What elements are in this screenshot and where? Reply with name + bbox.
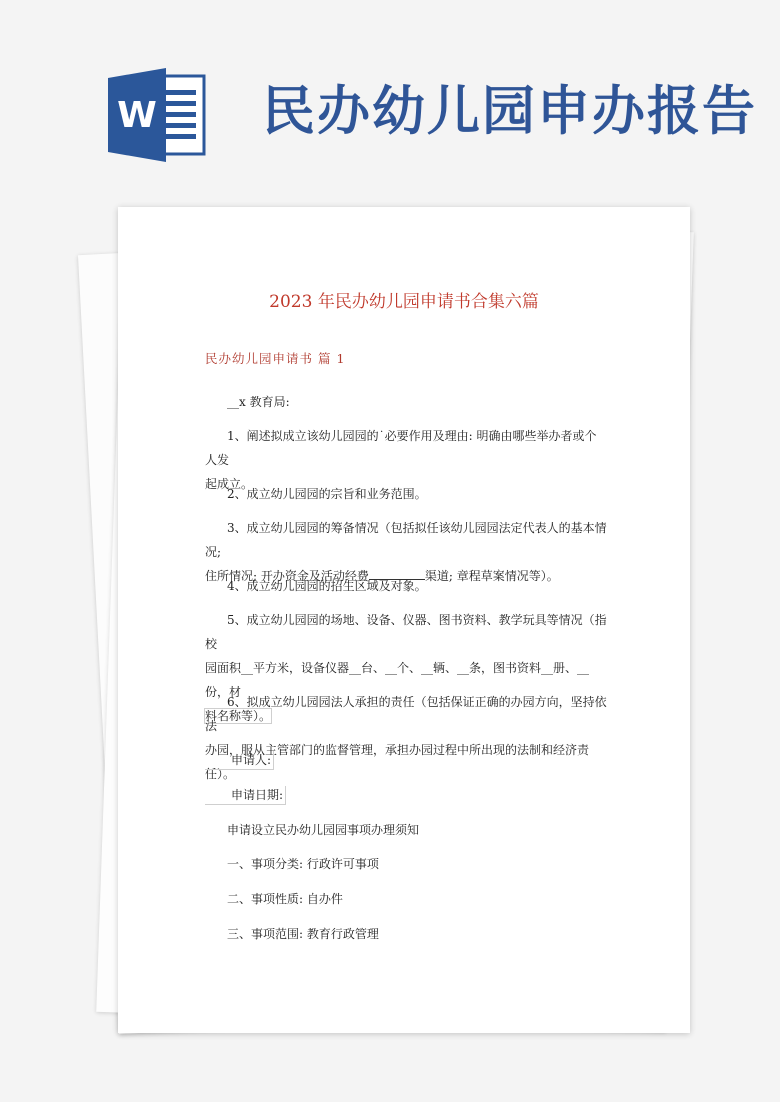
date-line — [205, 786, 286, 805]
document-title: 2023 年民办幼儿园申请书合集六篇 — [269, 292, 539, 312]
banner-title: 民办幼儿园申办报告 — [262, 81, 757, 142]
addressee: __x 教育局: — [227, 395, 290, 409]
document-page — [118, 207, 690, 1033]
notice-item-3-text: 三、事项范围: 教育行政管理 — [227, 927, 379, 941]
notice-item-2 — [205, 887, 607, 911]
item-6-text-cont: 办园，服从主管部门的监督管理，承担办园过程中所出现的法制和经济责任）。 — [205, 743, 590, 781]
notice-title-text: 申请设立民办幼儿园园事项办理须知 — [227, 823, 420, 837]
item-3-text: 3、成立幼儿园园的筹备情况（包括拟任该幼儿园园法定代表人的基本情况; — [205, 521, 607, 559]
item-2-text: 2、成立幼儿园园的宗旨和业务范围。 — [227, 487, 427, 501]
notice-title — [205, 818, 607, 842]
notice-item-3 — [205, 922, 607, 946]
item-5-text: 5、成立幼儿园园的场地、设备、仪器、图书资料、教学玩具等情况（指校 — [205, 613, 607, 651]
word-document-icon — [108, 68, 208, 162]
notice-item-1 — [205, 852, 607, 876]
addressee-line — [205, 390, 607, 414]
banner — [0, 0, 780, 190]
item-5-text-cont: 园面积__平方米，设备仪器__台、__个、__辆、__条，图书资料__册、__份，材 — [205, 661, 590, 699]
item-5-text-end: 料名称等）。 — [205, 709, 272, 723]
notice-item-2-text: 二、事项性质: 自办件 — [227, 892, 343, 906]
item-6-text: 6、拟成立幼儿园园法人承担的责任（包括保证正确的办园方向，坚持依法 — [205, 695, 607, 733]
item-4-text: 4、成立幼儿园园的招生区域及对象。 — [227, 579, 427, 593]
item-1-text-cont: 起成立。 — [205, 477, 254, 491]
section-heading: 民办幼儿园申请书 篇 1 — [205, 351, 346, 366]
item-2 — [205, 482, 607, 506]
item-1-text: 1、阐述拟成立该幼儿园园的˙必要作用及理由: 明确由哪些举办者或个人发 — [205, 429, 597, 467]
notice-item-1-text: 一、事项分类: 行政许可事项 — [227, 857, 379, 871]
date-label: 申请日期: — [231, 788, 284, 802]
word-icon-letter: W — [117, 95, 157, 136]
applicant-line — [205, 751, 274, 770]
applicant-label: 申请人: — [231, 753, 272, 767]
item-3-text-cont: 住所情况; 开办资金及活动经费 — [205, 569, 369, 583]
item-4 — [205, 574, 607, 598]
item-6 — [205, 690, 607, 786]
item-3-text-end: 渠道; 章程草案情况等）。 — [424, 569, 559, 583]
